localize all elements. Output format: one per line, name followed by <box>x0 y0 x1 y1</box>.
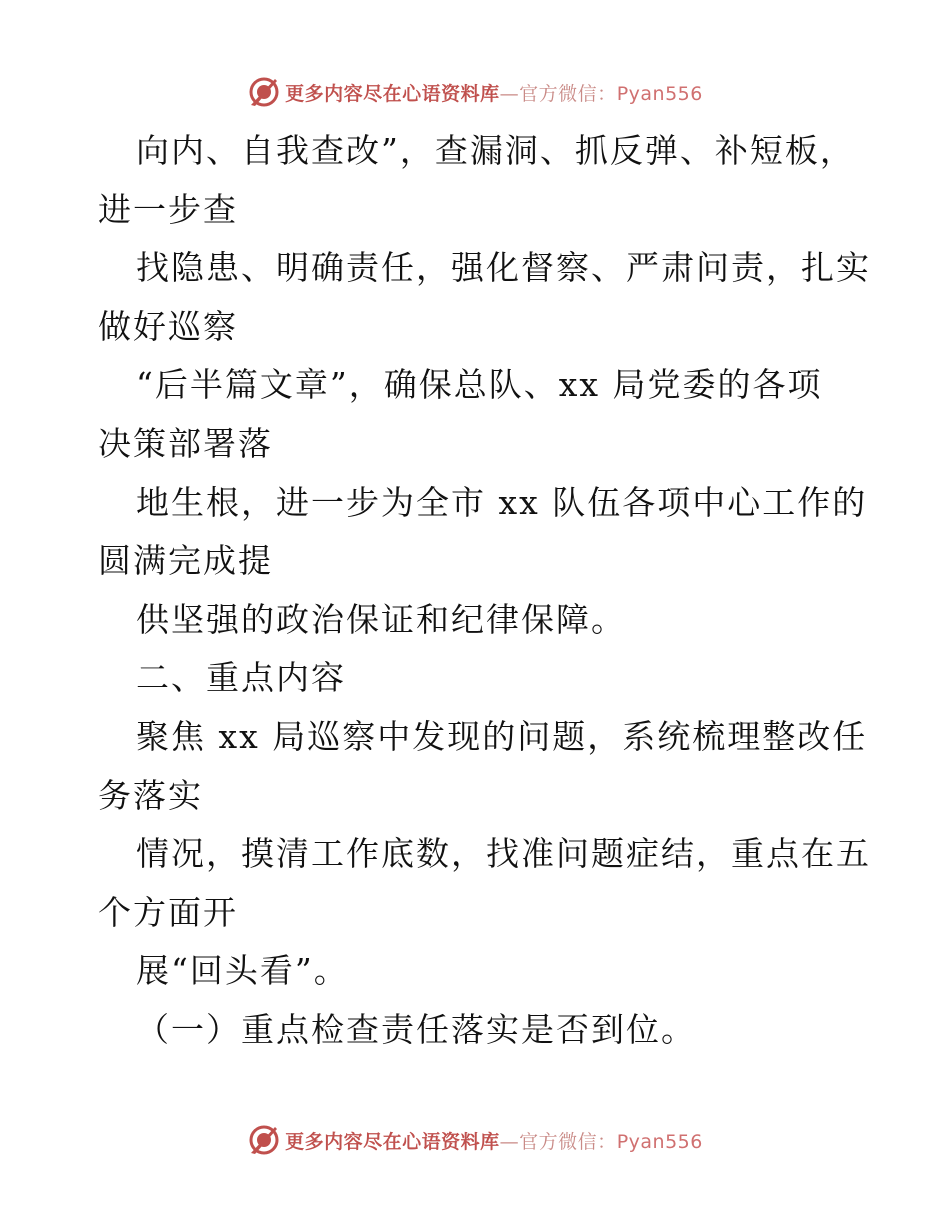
footer-watermark <box>0 1120 950 1160</box>
document-body <box>98 122 871 1060</box>
quill-logo-icon <box>247 1123 281 1157</box>
paragraph-line: 情况，摸清工作底数，找准问题症结，重点在五 <box>136 834 871 874</box>
section-heading: 二、重点内容 <box>136 658 346 698</box>
paragraph-line: 地生根，进一步为全市 xx 队伍各项中心工作的 <box>136 482 868 522</box>
header-watermark <box>0 72 950 112</box>
paragraph-line: 找隐患、明确责任，强化督察、严肃问责，扎实 <box>136 248 871 288</box>
paragraph-line: 向内、自我查改”，查漏洞、抓反弹、补短板， <box>136 131 855 170</box>
paragraph-line: 展“回头看”。 <box>136 951 349 991</box>
paragraph-line: 务落实 <box>98 775 203 815</box>
quill-logo-icon <box>247 75 281 109</box>
paragraph-line: 聚焦 xx 局巡察中发现的问题，系统梳理整改任 <box>136 716 868 756</box>
paragraph-line: 进一步查 <box>98 189 238 229</box>
watermark-text: 更多内容尽在心语资料库—官方微信：Pyan556 <box>285 1130 703 1153</box>
paragraph-line: 个方面开 <box>98 892 238 932</box>
subsection-heading: （一）重点检查责任落实是否到位。 <box>136 1009 696 1049</box>
paragraph-line: 做好巡察 <box>98 306 238 346</box>
paragraph-line: “后半篇文章”，确保总队、xx 局党委的各项 <box>136 365 823 405</box>
paragraph-line: 供坚强的政治保证和纪律保障。 <box>136 599 626 639</box>
paragraph-line: 决策部署落 <box>98 423 273 463</box>
watermark-text: 更多内容尽在心语资料库—官方微信：Pyan556 <box>285 82 703 105</box>
paragraph-line: 圆满完成提 <box>98 541 273 581</box>
